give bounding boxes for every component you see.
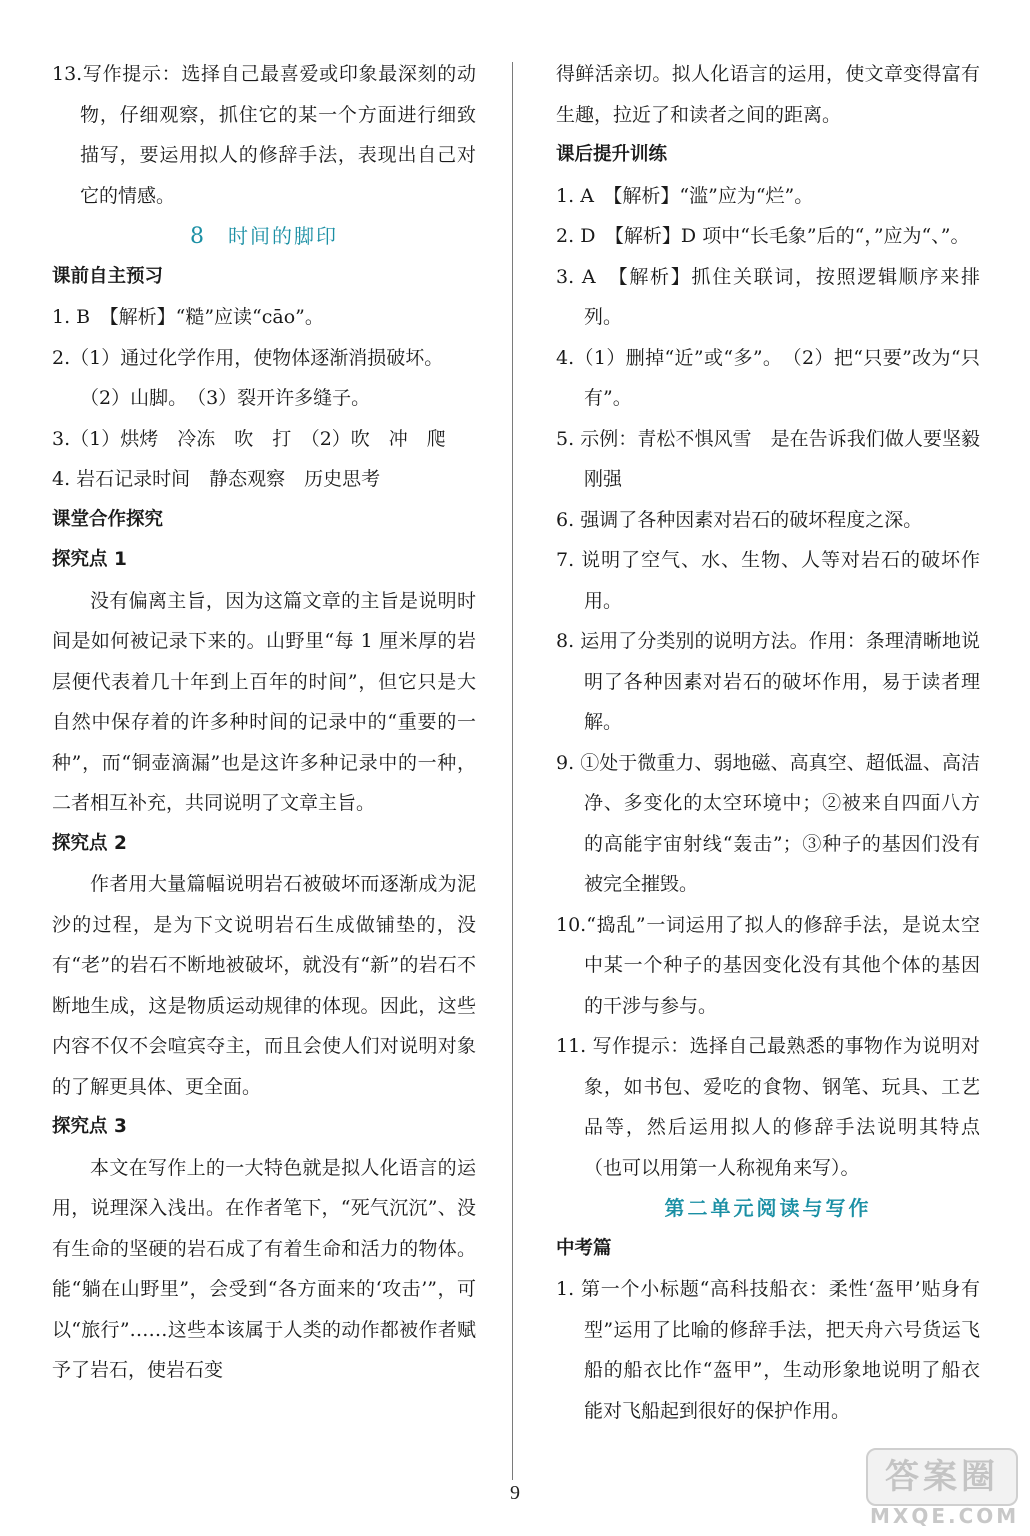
- continued-text: 得鲜活亲切。拟人化语言的运用，使文章变得富有生趣，拉近了和读者之间的距离。: [556, 63, 980, 126]
- item-text: 说明了空气、水、生物、人等对岩石的破坏作用。: [581, 549, 980, 612]
- item-text: 示例：青松不惧风雪 是在告诉我们做人要坚毅刚强: [580, 427, 980, 490]
- item-13: [52, 54, 476, 216]
- after-item-10: [556, 905, 980, 1027]
- item-text: “捣乱”一词运用了拟人的修辞手法，是说太空中某一个种子的基因变化没有其他个体的基因的干涉与参与。: [584, 913, 980, 1017]
- explore-point-2-heading: 探究点 2: [52, 832, 127, 854]
- item-number: 9.: [556, 751, 575, 774]
- watermark-top-text: 答案圈: [866, 1448, 1018, 1506]
- preview-item-2b: （2）山脚。 （3）裂开许多缝子。: [80, 387, 371, 409]
- item-text: 强调了各种因素对岩石的破坏程度之深。: [580, 508, 923, 531]
- item-text: ①处于微重力、弱地磁、高真空、超低温、高洁净、多变化的太空环境中；②被来自四面八方的高能宇宙射线“轰击”；③种子的基因们没有被完全摧毁。: [580, 751, 980, 895]
- item-number: 10.: [556, 913, 587, 936]
- after-item-9: [556, 743, 980, 905]
- preview-item-2a: 2.（1）通过化学作用，使物体逐渐消损破坏。: [52, 346, 444, 369]
- section-preview-heading: 课前自主预习: [52, 265, 164, 287]
- column-divider: [512, 62, 513, 1480]
- item-number: 1.: [556, 184, 575, 207]
- after-item-8: [556, 621, 980, 743]
- item-13-text: 写作提示：选择自己最喜爱或印象最深刻的动物，仔细观察，抓住它的某一个方面进行细致描写，要运用拟人的修辞手法，表现出自己对它的情感。: [80, 63, 476, 207]
- page-number: 9: [510, 1482, 520, 1504]
- item-number: 5.: [556, 427, 575, 450]
- item-text: 写作提示：选择自己最熟悉的事物作为说明对象，如书包、爱吃的食物、钢笔、玩具、工艺品等，然后运用拟人的修辞手法说明其特点（也可以用第一人称视角来写）。: [584, 1035, 980, 1179]
- after-item-6: [556, 500, 980, 541]
- item-text: （1）删掉“近”或“多”。 （2）把“只要”改为“只有”。: [574, 346, 980, 409]
- section-exam-heading: 中考篇: [556, 1237, 612, 1259]
- after-item-5: [556, 419, 980, 500]
- after-item-2: [556, 216, 980, 257]
- item-13-number: 13.: [52, 63, 83, 85]
- preview-item-1: 1. B 【解析】“糙”应读“cāo”。: [52, 306, 324, 328]
- section-class-heading: 课堂合作探究: [52, 508, 164, 530]
- preview-item-4: 4. 岩石记录时间 静态观察 历史思考: [52, 468, 381, 490]
- item-number: 7.: [556, 549, 575, 571]
- lesson-number: 8: [190, 224, 206, 249]
- right-column: [556, 54, 980, 1431]
- item-number: 3.: [556, 265, 575, 288]
- item-number: 6.: [556, 508, 575, 531]
- watermark-logo: [868, 1448, 1018, 1530]
- after-item-4: [556, 338, 980, 419]
- watermark-bottom-text: MXQE.COM: [870, 1504, 1020, 1528]
- item-number: 4.: [556, 346, 575, 369]
- item-text: D 【解析】D 项中“长毛象”后的“，”应为“、”。: [580, 225, 970, 247]
- explore-point-1-text: 没有偏离主旨，因为这篇文章的主旨是说明时间是如何被记录下来的。山野里“每 1 厘米厚的岩层便代表着几十年到上百年的时间”，但它只是大自然中保存着的许多种时间的记录中的“重要的一种”，而“铜壶滴漏”也是这许多种记录中的一种，二者相互补充，共同说明了文章主旨。: [52, 589, 476, 814]
- preview-item-3: 3.（1）烘烤 冷冻 吹 打 （2）吹 冲 爬: [52, 427, 446, 450]
- explore-point-3-heading: 探究点 3: [52, 1116, 127, 1137]
- exam-item-1: 1. 第一个小标题“高科技船衣：柔性‘盔甲’贴身有型”运用了比喻的修辞手法，把天舟六号货运飞船的船衣比作“盔甲”，生动形象地说明了船衣能对飞船起到很好的保护作用。: [556, 1278, 980, 1422]
- after-item-7: [556, 540, 980, 621]
- item-number: 8.: [556, 630, 575, 652]
- item-text: A 【解析】“滥”应为“烂”。: [580, 184, 814, 207]
- after-item-3: [556, 257, 980, 338]
- lesson-heading: [52, 216, 476, 257]
- after-item-1: [556, 176, 980, 217]
- item-number: 2.: [556, 225, 575, 247]
- item-text: A 【解析】抓住关联词，按照逻辑顺序来排列。: [581, 265, 980, 328]
- explore-point-2-text: 作者用大量篇幅说明岩石被破坏而逐渐成为泥沙的过程，是为下文说明岩石生成做铺垫的，没有“老”的岩石不断地被破坏，就没有“新”的岩石不断地生成，这是物质运动规律的体现。因此，这些内容不仅不会喧宾夺主，而且会使人们对说明对象的了解更具体、更全面。: [52, 873, 476, 1098]
- lesson-title: 时间的脚印: [228, 224, 338, 248]
- unit-title: 第二单元阅读与写作: [664, 1196, 872, 1220]
- section-after-class-heading: 课后提升训练: [556, 144, 668, 165]
- explore-point-1-heading: 探究点 1: [52, 549, 127, 570]
- left-column: [52, 54, 476, 1391]
- item-number: 11.: [556, 1035, 587, 1057]
- after-item-11: [556, 1026, 980, 1188]
- item-text: 运用了分类别的说明方法。作用：条理清晰地说明了各种因素对岩石的破坏作用，易于读者理解。: [580, 630, 980, 733]
- explore-point-3-text: 本文在写作上的一大特色就是拟人化语言的运用，说理深入浅出。在作者笔下，“死气沉沉”、没有生命的坚硬的岩石成了有着生命和活力的物体。能“躺在山野里”，会受到“各方面来的‘攻击’”，可以“旅行”……这些本该属于人类的动作都被作者赋予了岩石，使岩石变: [52, 1156, 476, 1381]
